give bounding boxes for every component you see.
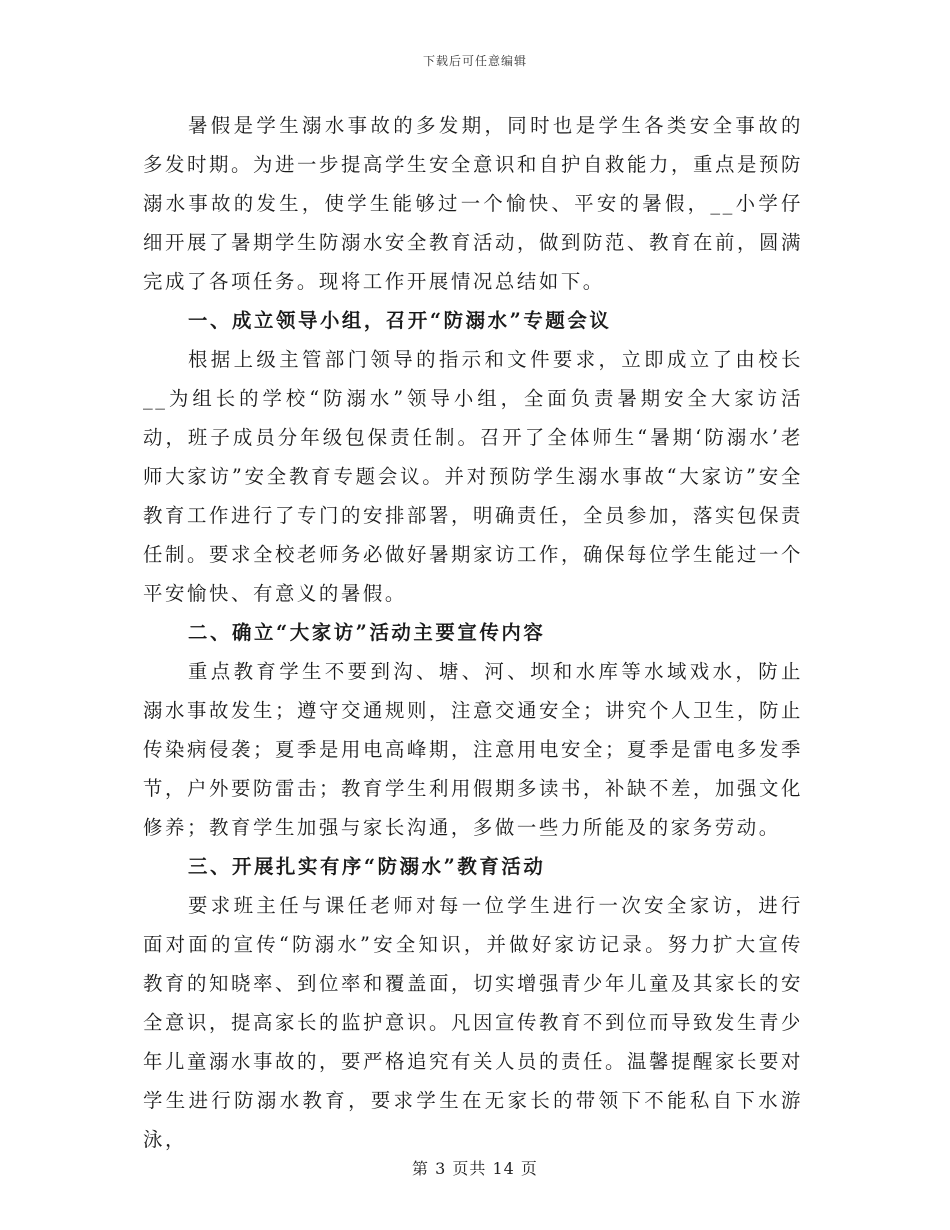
page-number: 第 3 页共 14 页	[412, 1159, 538, 1178]
section-heading-3: 三、开展扎实有序“防溺水”教育活动	[188, 855, 546, 878]
section-heading-1: 一、成立领导小组，召开“防溺水”专题会议	[188, 309, 612, 332]
header-note: 下载后可任意编辑	[422, 54, 527, 68]
section-paragraph-3: 要求班主任与课任老师对每一位学生进行一次安全家访，进行面对面的宣传“防溺水”安全知识，并做好家访记录。努力扩大宣传教育的知晓率、到位率和覆盖面，切实增强青少年儿童及其家长的安全意识，提高家长的监护意识。凡因宣传教育不到位而导致发生青少年儿童溺水事故的，要严格追究有关人员的责任。温馨提醒家长要对学生进行防溺水教育，要求学生在无家长的带领下不能私自下水游泳，	[143, 894, 803, 1151]
section-paragraph-1: 根据上级主管部门领导的指示和文件要求，立即成立了由校长__为组长的学校“防溺水”领导小组，全面负责暑期安全大家访活动，班子成员分年级包保责任制。召开了全体师生“暑期‘防溺水’老师大家访”安全教育专题会议。并对预防学生溺水事故“大家访”安全教育工作进行了专门的安排部署，明确责任，全员参加，落实包保责任制。要求全校老师务必做好暑期家访工作，确保每位学生能过一个平安愉快、有意义的暑假。	[143, 348, 803, 605]
intro-paragraph: 暑假是学生溺水事故的多发期，同时也是学生各类安全事故的多发时期。为进一步提高学生安全意识和自护自救能力，重点是预防溺水事故的发生，使学生能够过一个愉快、平安的暑假，__小学仔细开展了暑期学生防溺水安全教育活动，做到防范、教育在前，圆满完成了各项任务。现将工作开展情况总结如下。	[143, 114, 803, 293]
section-paragraph-2: 重点教育学生不要到沟、塘、河、坝和水库等水域戏水，防止溺水事故发生；遵守交通规则，注意交通安全；讲究个人卫生，防止传染病侵袭；夏季是用电高峰期，注意用电安全；夏季是雷电多发季节，户外要防雷击；教育学生利用假期多读书，补缺不差，加强文化修养；教育学生加强与家长沟通，多做一些力所能及的家务劳动。	[143, 660, 803, 839]
document-body	[143, 106, 803, 1159]
section-heading-2: 二、确立“大家访”活动主要宣传内容	[188, 621, 546, 644]
